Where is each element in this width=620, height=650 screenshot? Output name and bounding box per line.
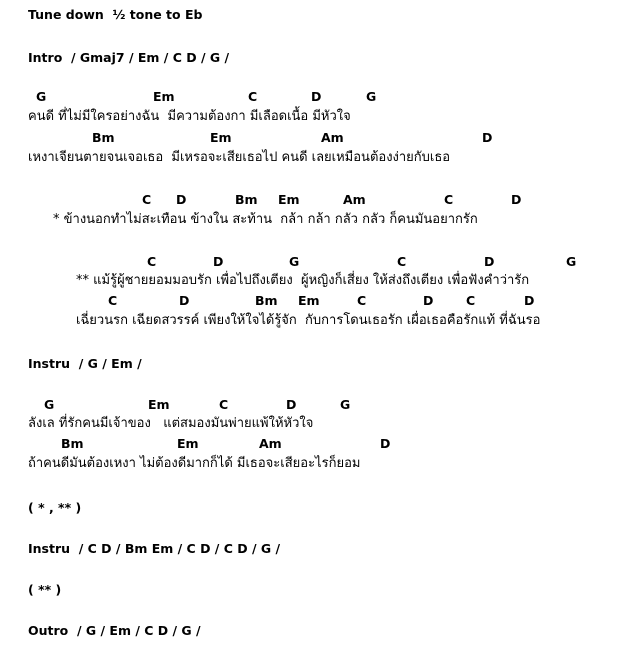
chord-label: D — [311, 89, 322, 104]
chord-label: Em — [278, 192, 300, 207]
repeat-marker: ( * , ** ) — [28, 500, 82, 515]
chord-row — [0, 397, 620, 413]
chord-label: D — [380, 436, 391, 451]
lyric-line: เฉี่ยวนรก เฉียดสวรรค์ เพียงให้ใจได้รู้จัก กับการโดนเธอรัก เผื่อเธอคือรักแท้ ที่ฉันรอ — [76, 313, 541, 328]
chord-label: D — [423, 293, 434, 308]
chord-label: Em — [148, 397, 170, 412]
chord-row — [0, 89, 620, 105]
intro-chords: Intro / Gmaj7 / Em / C D / G / — [28, 50, 230, 65]
chord-label: C — [397, 254, 407, 269]
chord-label: Em — [153, 89, 175, 104]
lyric-line: ลังเล ที่รักคนมีเจ้าของ แต่สมองมันพ่ายแพ้ให้หัวใจ — [28, 416, 314, 431]
instru-chords: Instru / G / Em / — [28, 356, 142, 371]
chord-row — [0, 254, 620, 270]
chord-label: C — [357, 293, 367, 308]
chord-label: Bm — [235, 192, 258, 207]
chord-label: G — [340, 397, 351, 412]
lyric-line: คนดี ที่ไม่มีใครอย่างฉัน มีความต้องกา มีเลือดเนื้อ มีหัวใจ — [28, 109, 351, 124]
chord-label: D — [484, 254, 495, 269]
chord-row — [0, 130, 620, 146]
chord-label: C — [248, 89, 258, 104]
chord-label: D — [179, 293, 190, 308]
instru-chords: Instru / C D / Bm Em / C D / C D / G / — [28, 541, 281, 556]
lyric-line: * ข้างนอกทำไม่สะเทือน ข้างใน สะท้าน กล้า กล้า กลัว กลัว ก็คนมันอยากรัก — [53, 212, 478, 227]
chord-row — [0, 436, 620, 452]
chord-label: G — [566, 254, 577, 269]
chord-label: Am — [259, 436, 282, 451]
lyric-line: ถ้าคนดีมันต้องเหงา ไม่ต้องดีมากก็ได้ มีเธอจะเสียอะไรก็ยอม — [28, 456, 361, 471]
chord-label: D — [511, 192, 522, 207]
chord-label: C — [219, 397, 229, 412]
chord-label: Am — [321, 130, 344, 145]
chord-label: C — [108, 293, 118, 308]
lyric-line: เหงาเจียนตายจนเจอเธอ มีเหรอจะเสียเธอไป คนดี เลยเหมือนต้องง่ายกับเธอ — [28, 150, 451, 165]
chord-label: D — [286, 397, 297, 412]
chord-label: G — [366, 89, 377, 104]
chord-label: D — [176, 192, 187, 207]
chord-label: G — [44, 397, 55, 412]
chord-label: Bm — [92, 130, 115, 145]
chord-label: Em — [210, 130, 232, 145]
outro-chords: Outro / G / Em / C D / G / — [28, 623, 201, 638]
chord-label: D — [213, 254, 224, 269]
chord-label: G — [36, 89, 47, 104]
chord-label: Bm — [255, 293, 278, 308]
tuning-note: Tune down ½ tone to Eb — [28, 7, 203, 22]
chord-label: Am — [343, 192, 366, 207]
repeat-marker: ( ** ) — [28, 582, 62, 597]
chord-label: C — [444, 192, 454, 207]
chord-label: C — [147, 254, 157, 269]
chord-label: D — [524, 293, 535, 308]
chord-row — [0, 192, 620, 208]
lyric-line: ** แม้รู้ผู้ชายยอมมอบรัก เพื่อไปถึงเตียง ผู้หญิงก็เสี่ยง ให้ส่งถึงเตียง เพื่อฟังคำว่ารัก — [76, 273, 530, 288]
chord-label: D — [482, 130, 493, 145]
chord-label: Em — [177, 436, 199, 451]
chord-label: Em — [298, 293, 320, 308]
chord-label: G — [289, 254, 300, 269]
chord-label: Bm — [61, 436, 84, 451]
chord-label: C — [142, 192, 152, 207]
chord-label: C — [466, 293, 476, 308]
chord-row — [0, 293, 620, 309]
